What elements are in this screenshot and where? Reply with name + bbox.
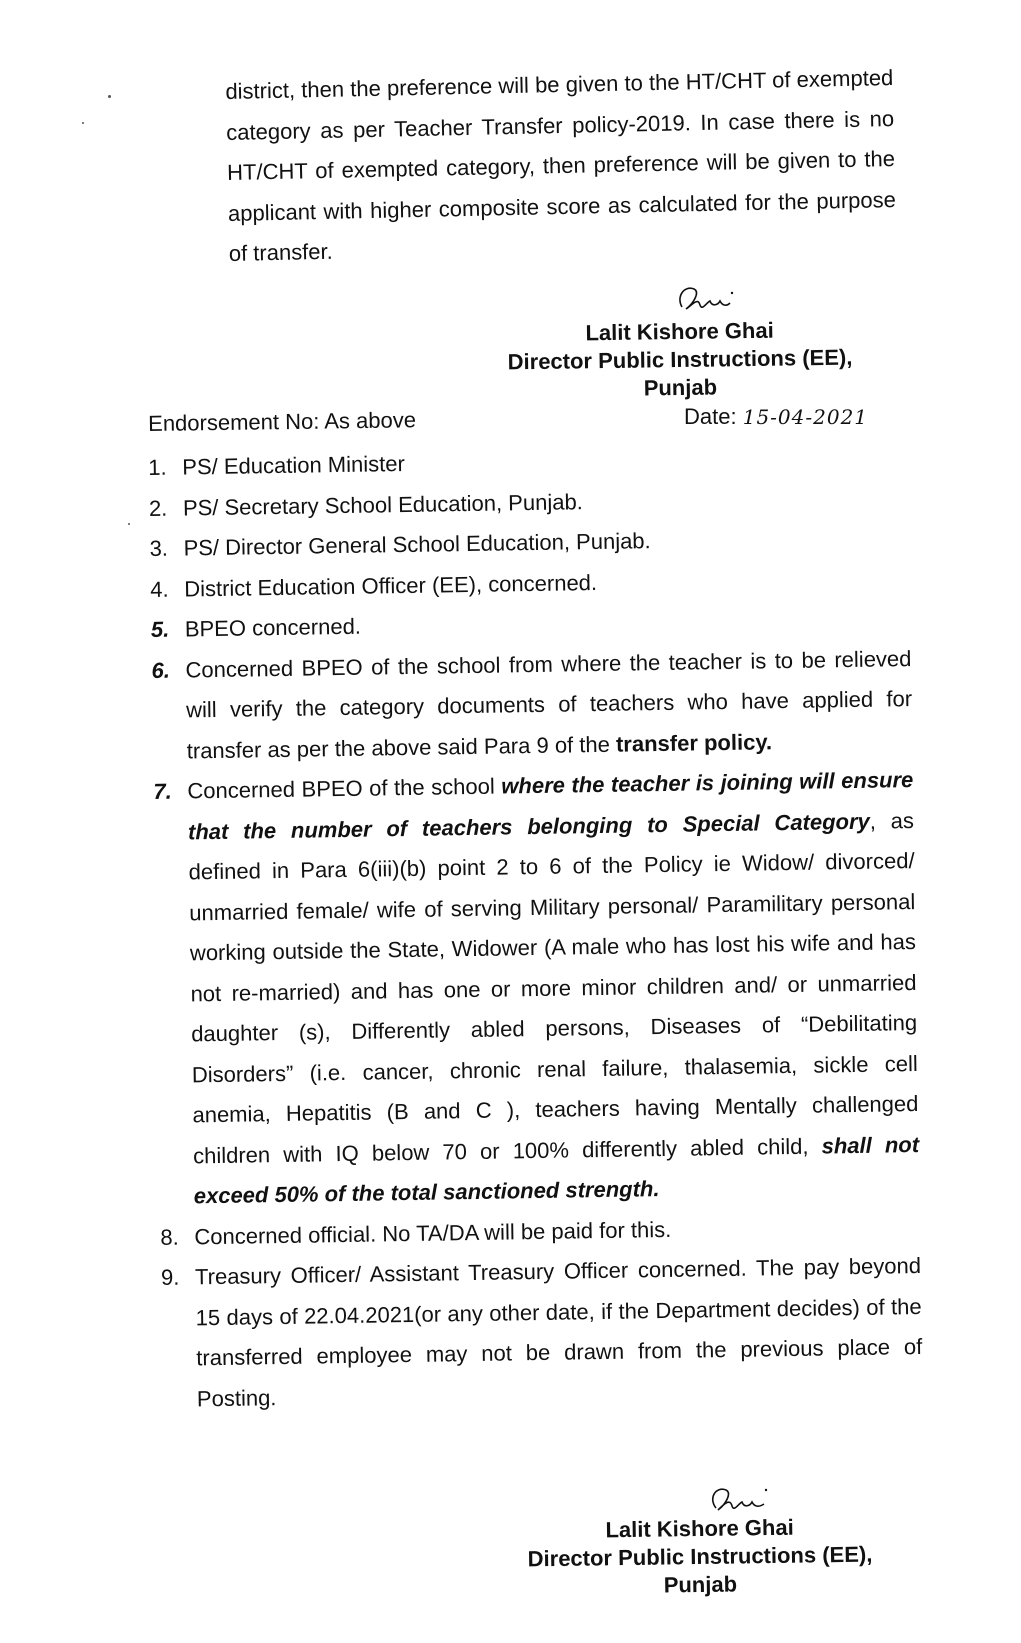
item-text: PS/ Education Minister bbox=[182, 450, 406, 480]
item-text: Concerned BPEO of the school bbox=[187, 773, 502, 804]
item-text: Concerned BPEO of the school from where the teacher is to be relieved will verify the category documents of teachers who have applied for transfer as per the above said Para 9 of the bbox=[185, 645, 913, 763]
top-paragraph: district, then the preference will be given to the HT/CHT of exempted category as per Teacher Transfer policy-2019. In case there is no HT/CHT of exempted category, then preference will be given to the applicant with higher composite score as calculated for the purpose of transfer. bbox=[225, 65, 897, 266]
item-number: 1. bbox=[148, 454, 167, 480]
signature-block bbox=[499, 1512, 900, 1602]
item-text-bold-italic: shall not exceed 50% of the total sanctioned strength. bbox=[193, 1131, 920, 1209]
item-number: 9. bbox=[160, 1264, 180, 1290]
item-number: 5. bbox=[150, 616, 170, 642]
signatory-name: Lalit Kishore Ghai bbox=[585, 317, 774, 346]
item-number: 7. bbox=[153, 778, 172, 804]
item-text-bold: transfer policy. bbox=[615, 728, 773, 757]
item-number: 2. bbox=[148, 495, 168, 521]
item-text: District Education Officer (EE), concerned. bbox=[184, 569, 598, 601]
signatory-name: Lalit Kishore Ghai bbox=[605, 1514, 794, 1543]
endorsement-list bbox=[148, 436, 923, 1420]
date-value: 15-04-2021 bbox=[742, 405, 869, 429]
endorsement-line: Endorsement No: As above bbox=[148, 407, 417, 436]
item-text: Treasury Officer/ Assistant Treasury Officer concerned. The pay beyond 15 days of 22.04.2021(or any other date, if the Department decides) of the transferred employee may not be drawn from the previous place of Posting. bbox=[194, 1252, 923, 1411]
signature-scrawl bbox=[672, 283, 742, 319]
item-text: Concerned official. No TA/DA will be paid for this. bbox=[194, 1216, 672, 1249]
scan-speck bbox=[128, 523, 130, 525]
item-text-bold-italic: where the teacher is joining will ensure that the number of teachers belonging to Special Category bbox=[187, 767, 914, 844]
signature-scrawl bbox=[704, 1482, 774, 1518]
signatory-designation: Director Public Instructions (EE), bbox=[527, 1541, 873, 1572]
signatory-place: Punjab bbox=[643, 374, 718, 401]
item-number: 3. bbox=[149, 535, 169, 561]
date-label: Date: bbox=[684, 404, 737, 429]
scan-speck bbox=[82, 122, 84, 124]
item-text: PS/ Secretary School Education, Punjab. bbox=[182, 488, 583, 520]
list-item bbox=[151, 639, 913, 772]
item-text: , as defined in Para 6(iii)(b) point 2 to 6 of the Policy ie Widow/ divorced/ unmarried female/ wife of serving Military personal/ Paramilitary personal working outside the State, Widower (A male who has lost his wife and has not re-married) and has one or more minor children and/ or unmarried daughter (s), Differently abled persons, Diseases of “Debilitating Disorders” (i.e. cancer, chronic renal failure, thalasemia, sickle cell anemia, Hepatitis (B and C ), teachers having Mentally challenged children with IQ below 70 or 100% differently abled child, bbox=[188, 807, 919, 1168]
item-text: BPEO concerned. bbox=[184, 613, 362, 642]
item-text: PS/ Director General School Education, Punjab. bbox=[183, 528, 651, 561]
date-line bbox=[684, 404, 868, 430]
item-number: 8. bbox=[160, 1224, 179, 1250]
list-item bbox=[153, 760, 920, 1217]
item-number: 4. bbox=[150, 576, 169, 602]
item-number: 6. bbox=[151, 657, 171, 683]
signatory-designation: Director Public Instructions (EE), bbox=[507, 344, 853, 375]
signature-block bbox=[469, 315, 890, 405]
list-item bbox=[161, 1246, 923, 1420]
signatory-place: Punjab bbox=[663, 1571, 738, 1598]
scan-speck bbox=[108, 95, 111, 98]
